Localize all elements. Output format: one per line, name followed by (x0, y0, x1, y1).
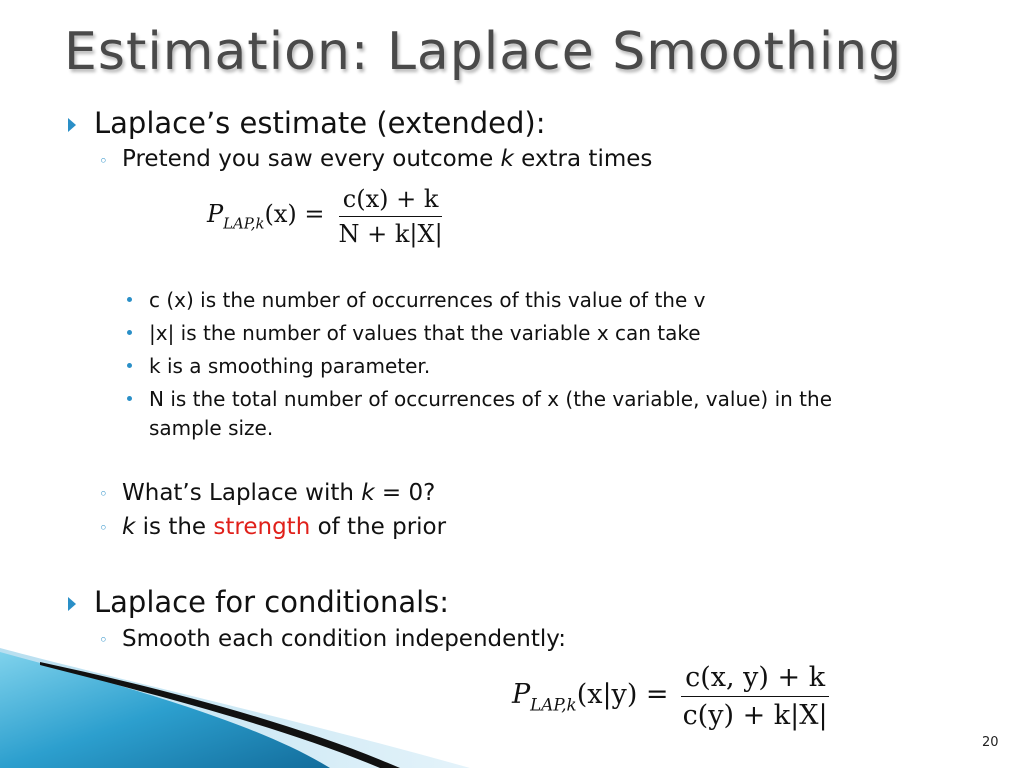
bullet-laplace-estimate: Laplace’s estimate (extended): (94, 106, 546, 140)
page-number: 20 (982, 735, 999, 750)
text-segment: is the (135, 514, 214, 540)
sub-bullet-strength (122, 514, 446, 540)
highlight-strength: strength (213, 514, 311, 540)
formula-numerator: c(x, y) + k (681, 662, 829, 697)
sub-bullet-smooth: Smooth each condition independently: (122, 626, 566, 652)
bullet-laplace-conditionals: Laplace for conditionals: (94, 585, 450, 619)
formula-arg: (x) = (264, 200, 325, 229)
formula-denominator: c(y) + k|X| (682, 700, 828, 731)
sub-sub-bullet-dot-icon (127, 297, 132, 302)
formula-p: P (512, 678, 531, 710)
note-smoothing: k is a smoothing parameter. (149, 354, 431, 378)
variable-k: k (122, 514, 136, 540)
formula-subscript: LAP,k (530, 694, 577, 715)
note-count: c (x) is the number of occurrences of this value of the v (149, 288, 706, 312)
bullet-arrow-icon (68, 597, 76, 611)
sub-bullet-circle-icon: ◦ (99, 152, 108, 170)
formula-lhs (512, 679, 669, 715)
formula-fraction (335, 185, 447, 248)
sub-bullet-circle-icon: ◦ (99, 631, 108, 649)
formula-numerator: c(x) + k (339, 185, 443, 217)
note-total: N is the total number of occurrences of x (the variable, value) in the sample size. (149, 387, 832, 440)
sub-bullet-circle-icon: ◦ (99, 519, 108, 537)
sub-bullet-pretend (122, 146, 652, 172)
sub-bullet-k-zero (122, 480, 435, 506)
sub-sub-bullet-dot-icon (127, 363, 132, 368)
sub-bullet-circle-icon: ◦ (99, 485, 108, 503)
variable-k: k (500, 146, 514, 172)
text-segment: Pretend you saw every outcome (122, 146, 501, 172)
formula-conditional (512, 662, 832, 731)
slide-title: Estimation: Laplace Smoothing (64, 22, 903, 82)
formula-subscript: LAP,k (223, 214, 265, 233)
sub-sub-bullet-dot-icon (127, 396, 132, 401)
variable-k: k (361, 480, 375, 506)
formula-laplace (207, 185, 447, 248)
formula-fraction (679, 662, 832, 731)
bullet-arrow-icon (68, 118, 76, 132)
formula-denominator: N + k|X| (338, 220, 443, 248)
text-segment: What’s Laplace with (122, 480, 362, 506)
note-values: |x| is the number of values that the variable x can take (149, 321, 701, 345)
text-segment: = 0? (374, 480, 436, 506)
text-segment: extra times (513, 146, 653, 172)
formula-lhs (207, 200, 325, 233)
formula-arg: (x|y) = (576, 678, 669, 710)
text-segment: of the prior (310, 514, 447, 540)
formula-p: P (207, 200, 224, 229)
sub-sub-bullet-dot-icon (127, 330, 132, 335)
